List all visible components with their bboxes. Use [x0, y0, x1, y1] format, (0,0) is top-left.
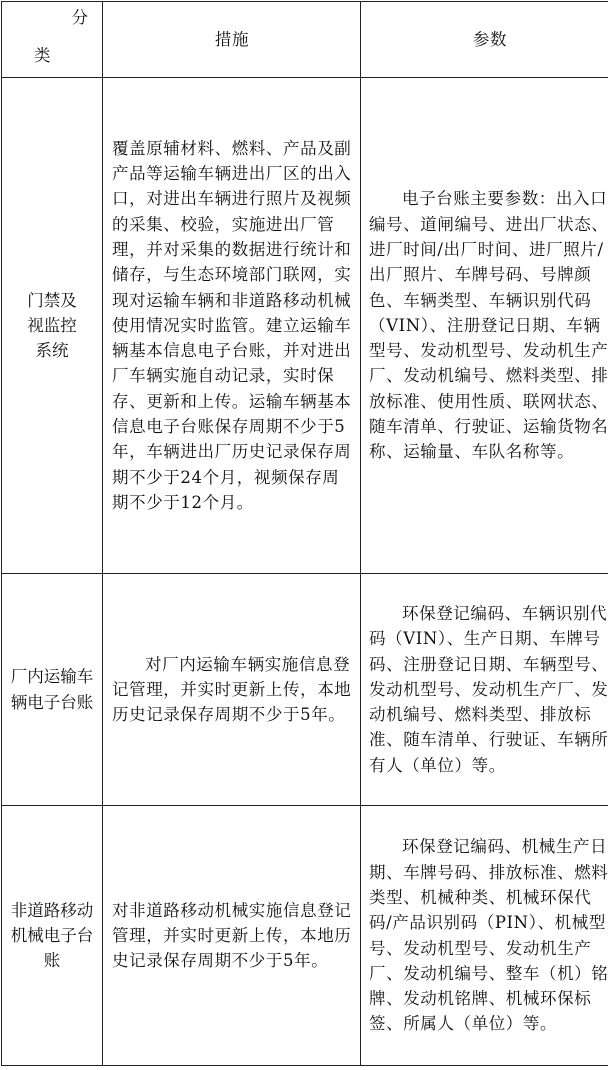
measures-table: [1, 1, 608, 1066]
row-category-text: 厂内运输车辆电子台账: [10, 667, 94, 712]
table-row: [2, 806, 608, 1066]
row-parameters: 环保登记编码、机械生产日期、车牌号码、排放标准、燃料类型、机械种类、机械环保代码/产品识别码（PIN）、机械型号、发动机型号、发动机生产厂、发动机编号、整车（机）铭牌、发动机铭牌、机械环保标签、所属人（单位）等。: [361, 806, 608, 1066]
row-measures: 对非道路移动机械实施信息登记管理，并实时更新上传，本地历史记录保存周期不少于5年。: [103, 806, 361, 1066]
row-parameters: 电子台账主要参数：出入口编号、道闸编号、进出厂状态、进厂时间/出厂时间、进厂照片/出厂照片、车牌号码、号牌颜色、车辆类型、车辆识别代码（VIN）、注册登记日期、车辆型号、发动机型号、发动机生产厂、发动机编号、燃料类型、排放标准、使用性质、联网状态、随车清单、行驶证、运输货物名称、运输量、车队名称等。: [361, 78, 608, 574]
header-category-bottom: 类: [34, 45, 51, 65]
row-measures: 覆盖原辅材料、燃料、产品及副产品等运输车辆进出厂区的出入口，对进出车辆进行照片及视频的采集、校验，实施进出厂管理，并对采集的数据进行统计和储存，与生态环境部门联网，实现对运输车辆和非道路移动机械使用情况实时监管。建立运输车辆基本信息电子台账，并对进出厂车辆实施自动记录，实时保存、更新和上传。运输车辆基本信息电子台账保存周期不少于5年，车辆进出厂历史记录保存周期不少于24个月，视频保存周期不少于12个月。: [103, 78, 361, 574]
row-category: [2, 574, 103, 806]
row-category: [2, 78, 103, 574]
row-parameters: 环保登记编码、车辆识别代码（VIN）、生产日期、车牌号码、注册登记日期、车辆型号、发动机型号、发动机生产厂、发动机编号、燃料类型、排放标准、随车清单、行驶证、车辆所有人（单位）等。: [361, 574, 608, 806]
header-category-cell: [2, 2, 103, 78]
header-category-top: 分: [71, 8, 88, 28]
row-category-text: 门禁及视监控系统: [27, 290, 77, 361]
row-category: [2, 806, 103, 1066]
header-parameters: 参数: [361, 2, 608, 78]
table-row: [2, 78, 608, 574]
row-category-text: 非道路移动机械电子台账: [10, 900, 94, 971]
header-measures: 措施: [103, 2, 361, 78]
row-measures: 对厂内运输车辆实施信息登记管理，并实时更新上传，本地历史记录保存周期不少于5年。: [103, 574, 361, 806]
table-header-row: [2, 2, 608, 78]
table-row: [2, 574, 608, 806]
